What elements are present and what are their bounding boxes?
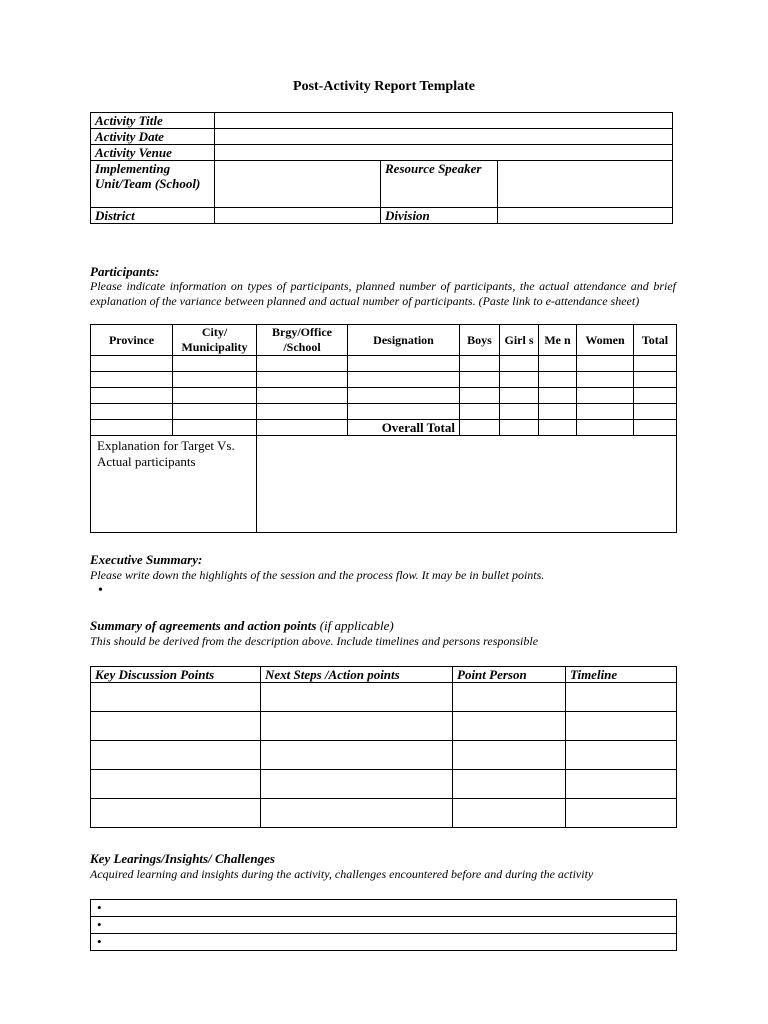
cell[interactable] bbox=[91, 683, 261, 712]
cell[interactable] bbox=[261, 683, 453, 712]
activity-date-label: Activity Date bbox=[91, 129, 215, 145]
col-women: Women bbox=[577, 325, 634, 356]
activity-date-field[interactable] bbox=[215, 129, 673, 145]
district-label: District bbox=[91, 208, 215, 224]
cell[interactable] bbox=[577, 420, 634, 436]
executive-summary-heading: Executive Summary: bbox=[90, 552, 203, 567]
learning-bullet[interactable]: • bbox=[91, 934, 677, 951]
table-row bbox=[91, 799, 677, 828]
cell[interactable] bbox=[261, 770, 453, 799]
cell[interactable] bbox=[173, 388, 257, 404]
cell[interactable] bbox=[500, 356, 539, 372]
table-row bbox=[91, 372, 677, 388]
cell[interactable] bbox=[566, 770, 677, 799]
cell[interactable] bbox=[261, 799, 453, 828]
cell[interactable] bbox=[261, 712, 453, 741]
table-header-row bbox=[91, 667, 677, 683]
table-row bbox=[91, 420, 677, 436]
cell[interactable] bbox=[257, 388, 348, 404]
cell[interactable] bbox=[257, 404, 348, 420]
explanation-field[interactable] bbox=[257, 436, 677, 533]
activity-info-table bbox=[90, 112, 673, 224]
cell[interactable] bbox=[257, 372, 348, 388]
col-next-steps: Next Steps /Action points bbox=[261, 667, 453, 683]
table-row bbox=[91, 917, 677, 934]
col-city: City/ Municipality bbox=[173, 325, 257, 356]
cell[interactable] bbox=[566, 712, 677, 741]
cell[interactable] bbox=[577, 388, 634, 404]
cell[interactable] bbox=[539, 372, 577, 388]
cell[interactable] bbox=[453, 741, 566, 770]
cell[interactable] bbox=[91, 799, 261, 828]
table-row bbox=[91, 900, 677, 917]
cell[interactable] bbox=[348, 404, 460, 420]
cell[interactable] bbox=[257, 420, 348, 436]
cell[interactable] bbox=[173, 420, 257, 436]
page-title: Post-Activity Report Template bbox=[293, 79, 475, 94]
col-point-person: Point Person bbox=[453, 667, 566, 683]
col-province: Province bbox=[91, 325, 173, 356]
cell[interactable] bbox=[91, 741, 261, 770]
learnings-description: Acquired learning and insights during the activity, challenges encountered before and during the activity bbox=[90, 867, 594, 881]
col-boys: Boys bbox=[460, 325, 500, 356]
executive-summary-bullet: • bbox=[98, 583, 103, 598]
table-row bbox=[91, 129, 673, 145]
cell[interactable] bbox=[539, 404, 577, 420]
cell[interactable] bbox=[460, 388, 500, 404]
cell[interactable] bbox=[566, 741, 677, 770]
cell[interactable] bbox=[257, 356, 348, 372]
implementing-unit-field[interactable] bbox=[215, 161, 381, 208]
table-row bbox=[91, 388, 677, 404]
activity-title-label: Activity Title bbox=[91, 113, 215, 129]
implementing-unit-label: Implementing Unit/Team (School) bbox=[91, 161, 215, 208]
cell[interactable] bbox=[173, 372, 257, 388]
table-row bbox=[91, 436, 677, 533]
activity-venue-field[interactable] bbox=[215, 145, 673, 161]
agreements-table bbox=[90, 666, 677, 828]
cell[interactable] bbox=[634, 388, 677, 404]
learnings-table bbox=[90, 899, 677, 951]
explanation-label: Explanation for Target Vs. Actual participants bbox=[91, 436, 257, 533]
table-row bbox=[91, 208, 673, 224]
cell[interactable] bbox=[539, 388, 577, 404]
cell[interactable] bbox=[91, 404, 173, 420]
cell[interactable] bbox=[348, 388, 460, 404]
col-designation: Designation bbox=[348, 325, 460, 356]
district-field[interactable] bbox=[215, 208, 381, 224]
cell[interactable] bbox=[566, 683, 677, 712]
cell[interactable] bbox=[500, 404, 539, 420]
cell[interactable] bbox=[577, 404, 634, 420]
cell[interactable] bbox=[634, 372, 677, 388]
learnings-heading: Key Learings/Insights/ Challenges bbox=[90, 851, 275, 866]
cell[interactable] bbox=[460, 404, 500, 420]
cell[interactable] bbox=[634, 420, 677, 436]
col-girls: Girl s bbox=[500, 325, 539, 356]
cell[interactable] bbox=[577, 356, 634, 372]
cell[interactable] bbox=[91, 388, 173, 404]
cell[interactable] bbox=[91, 420, 173, 436]
cell[interactable] bbox=[634, 356, 677, 372]
cell[interactable] bbox=[539, 356, 577, 372]
table-row bbox=[91, 113, 673, 129]
overall-total-label: Overall Total bbox=[348, 420, 460, 436]
cell[interactable] bbox=[453, 683, 566, 712]
table-header-row bbox=[91, 325, 677, 356]
agreements-description: This should be derived from the description above. Include timelines and persons responsible bbox=[90, 634, 539, 648]
executive-summary-description: Please write down the highlights of the session and the process flow. It may be in bullet points. bbox=[90, 568, 545, 582]
learning-bullet[interactable]: • bbox=[91, 900, 677, 917]
activity-title-field[interactable] bbox=[215, 113, 673, 129]
cell[interactable] bbox=[453, 799, 566, 828]
agreements-heading: Summary of agreements and action points bbox=[90, 618, 317, 633]
table-row bbox=[91, 145, 673, 161]
table-row bbox=[91, 770, 677, 799]
cell[interactable] bbox=[634, 404, 677, 420]
cell[interactable] bbox=[453, 712, 566, 741]
cell[interactable] bbox=[577, 372, 634, 388]
cell[interactable] bbox=[91, 712, 261, 741]
table-row bbox=[91, 356, 677, 372]
col-key-discussion: Key Discussion Points bbox=[91, 667, 261, 683]
cell[interactable] bbox=[91, 372, 173, 388]
cell[interactable] bbox=[173, 356, 257, 372]
table-row bbox=[91, 404, 677, 420]
cell[interactable] bbox=[348, 372, 460, 388]
cell[interactable] bbox=[453, 770, 566, 799]
cell[interactable] bbox=[261, 741, 453, 770]
activity-venue-label: Activity Venue bbox=[91, 145, 215, 161]
table-row bbox=[91, 161, 673, 208]
table-row bbox=[91, 683, 677, 712]
participants-description: Please indicate information on types of participants, planned number of participants, the actual attendance and brief explanation of the variance between planned and actual number of participants. (Paste link to e-attendance sheet) bbox=[90, 279, 676, 308]
participants-heading: Participants: bbox=[90, 264, 160, 279]
participants-table bbox=[90, 324, 677, 533]
cell[interactable] bbox=[460, 372, 500, 388]
cell[interactable] bbox=[500, 388, 539, 404]
col-total: Total bbox=[634, 325, 677, 356]
col-men: Me n bbox=[539, 325, 577, 356]
cell[interactable] bbox=[460, 420, 500, 436]
cell[interactable] bbox=[500, 372, 539, 388]
agreements-heading-suffix: (if applicable) bbox=[319, 618, 394, 633]
table-row bbox=[91, 741, 677, 770]
resource-speaker-label: Resource Speaker bbox=[381, 161, 498, 208]
col-brgy: Brgy/Office /School bbox=[257, 325, 348, 356]
table-row bbox=[91, 712, 677, 741]
division-field[interactable] bbox=[498, 208, 673, 224]
cell[interactable] bbox=[348, 356, 460, 372]
agreements-heading-wrap bbox=[90, 618, 394, 634]
cell[interactable] bbox=[173, 404, 257, 420]
cell[interactable] bbox=[91, 356, 173, 372]
cell[interactable] bbox=[566, 799, 677, 828]
resource-speaker-field[interactable] bbox=[498, 161, 673, 208]
table-row bbox=[91, 934, 677, 951]
cell[interactable] bbox=[539, 420, 577, 436]
cell[interactable] bbox=[91, 770, 261, 799]
learning-bullet[interactable]: • bbox=[91, 917, 677, 934]
division-label: Division bbox=[381, 208, 498, 224]
cell[interactable] bbox=[500, 420, 539, 436]
cell[interactable] bbox=[460, 356, 500, 372]
col-timeline: Timeline bbox=[566, 667, 677, 683]
